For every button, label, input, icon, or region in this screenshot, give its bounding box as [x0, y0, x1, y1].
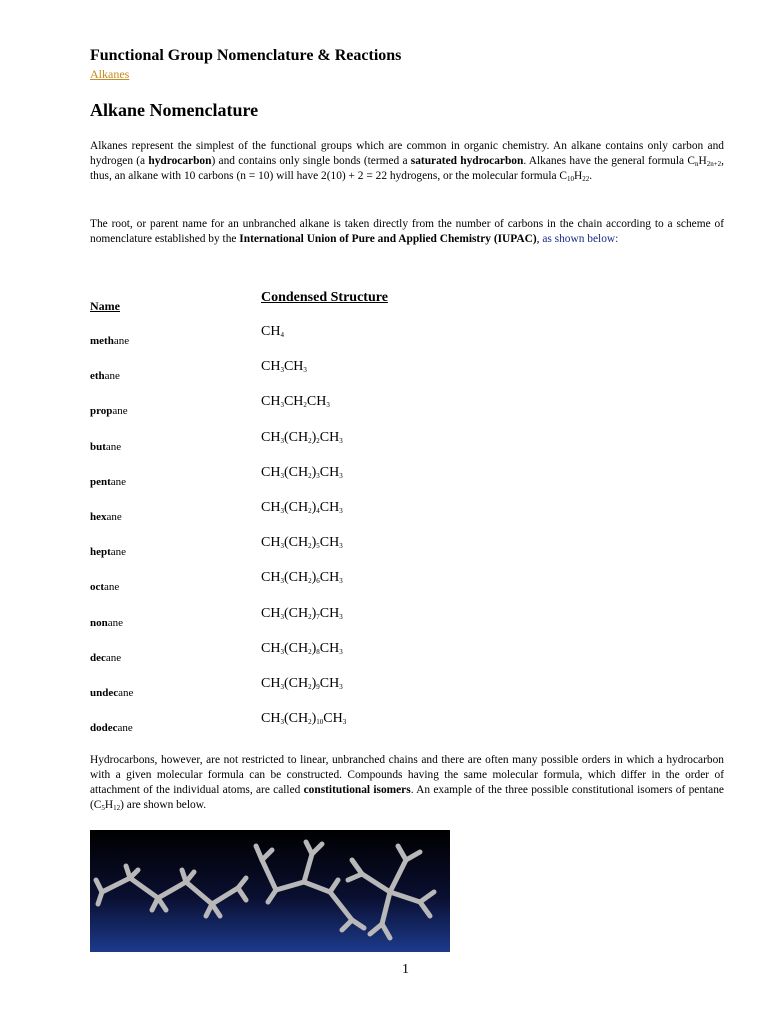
alkane-name: dodecane — [90, 722, 133, 735]
alkane-name: propane — [90, 405, 128, 418]
condensed-structure: $CH_3(CH_2)_7CH_3$ — [261, 605, 343, 621]
alkane-name: hexane — [90, 511, 122, 523]
structure-column-header: Condensed Structure — [261, 290, 388, 305]
condensed-structure: $CH_3(CH_2)_6CH_3$ — [261, 570, 343, 586]
condensed-structure: $CH_3(CH_2)_3CH_3$ — [261, 464, 343, 480]
condensed-structure: $CH_3(CH_2)_{10}CH_3$ — [261, 711, 347, 727]
condensed-structure: $CH_3(CH_2)_2CH_3$ — [261, 429, 343, 445]
molecule-model-image — [90, 830, 450, 952]
condensed-structure: $CH_3CH_2CH_3$ — [261, 394, 330, 410]
intro-paragraph: Alkanes represent the simplest of the functional groups which are common in organic chemistry. An alkane contains only carbon and hydrogen (a hydrocarbon) and contains only single bonds (termed a saturated hydrocarbon. Alkanes have the general formula $C_nH_{2n+2}$, thus, an alkane with 10 carbons (n = 10) will have 2(10) + 2 = 22 hydrogens, or the molecular formula $C_{10}H_{22}$. — [90, 140, 724, 183]
condensed-structure: $CH_3(CH_2)_9CH_3$ — [261, 676, 343, 691]
alkane-name: decane — [90, 651, 122, 664]
condensed-structure: $CH_3CH_3$ — [261, 359, 307, 375]
alkane-name: octane — [90, 581, 120, 594]
alkane-name: nonane — [90, 616, 124, 629]
condensed-structure: $CH_3(CH_2)_8CH_3$ — [261, 640, 343, 656]
alkane-name: heptane — [90, 546, 127, 559]
alkane-name: pentane — [90, 475, 127, 488]
condensed-structure: $CH_4$ — [261, 324, 284, 339]
page-number: 1 — [402, 962, 409, 977]
alkane-name: methane — [90, 335, 130, 347]
isomers-paragraph: Hydrocarbons, however, are not restricted to linear, unbranched chains and there are often many possible orders in which a hydrocarbon with a given molecular formula can be constructed. Compounds having the same molecular formula, which differ in the order of attachment of the individual atoms, are called constitutional isomers. An example of the three possible constitutional isomers of pentane $(C_5H_{12})$ are shown below. — [90, 754, 724, 812]
iupac-paragraph: The root, or parent name for an unbranched alkane is taken directly from the number of carbons in the chain according to a scheme of nomenclature established by the International Union of Pure and Applied Chemistry (IUPAC), as shown below: — [90, 218, 724, 245]
document-title: Functional Group Nomenclature & Reactions — [90, 47, 402, 64]
alkane-name: butane — [90, 440, 122, 453]
alkane-name: ethane — [90, 370, 120, 383]
section-heading: Alkane Nomenclature — [90, 100, 259, 120]
alkane-name: undecane — [90, 687, 134, 699]
name-column-header: Name — [90, 299, 120, 313]
alkanes-link[interactable]: Alkanes — [90, 67, 130, 81]
condensed-structure: $CH_3(CH_2)_5CH_3$ — [261, 535, 343, 551]
condensed-structure: $CH_3(CH_2)_4CH_3$ — [261, 500, 343, 515]
